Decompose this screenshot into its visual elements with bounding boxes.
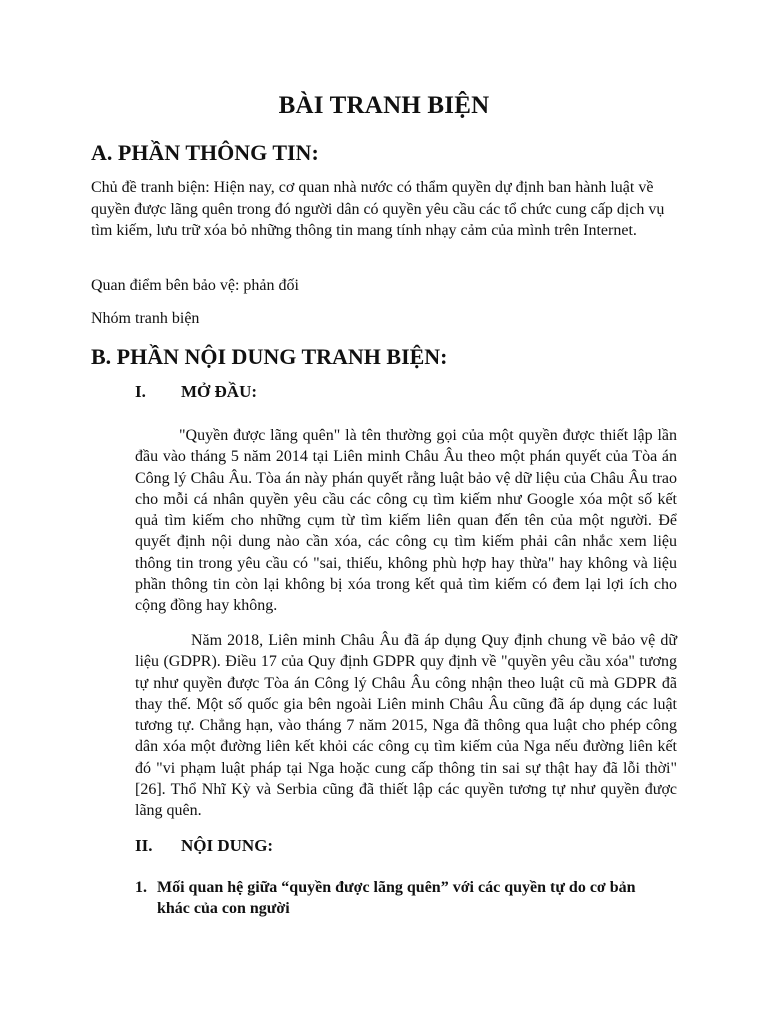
document-title: BÀI TRANH BIỆN bbox=[278, 92, 490, 119]
content-heading-number: II. bbox=[135, 836, 153, 855]
content-heading bbox=[135, 836, 273, 856]
debate-topic-paragraph: Chủ đề tranh biện: Hiện nay, cơ quan nhà nước có thẩm quyền dự định ban hành luật về quyền được lãng quên trong đó người dân có quyền yêu cầu các tổ chức cung cấp dịch vụ tìm kiếm, lưu trữ xóa bỏ những thông tin mang tính nhạy cảm của mình trên Internet. bbox=[91, 179, 665, 239]
section-a-heading: A. PHẦN THÔNG TIN: bbox=[91, 140, 319, 165]
section-b-heading: B. PHẦN NỘI DUNG TRANH BIỆN: bbox=[91, 344, 448, 369]
subsection-1-number: 1. bbox=[135, 879, 147, 896]
debate-group-paragraph: Nhóm tranh biện bbox=[91, 310, 200, 327]
subsection-1-heading bbox=[135, 877, 665, 919]
stance-paragraph: Quan điểm bên bảo vệ: phản đối bbox=[91, 277, 299, 294]
content-heading-text: NỘI DUNG: bbox=[181, 836, 274, 855]
intro-heading-text: MỞ ĐẦU: bbox=[181, 382, 258, 401]
intro-heading bbox=[135, 382, 257, 402]
intro-paragraph-1: "Quyền được lãng quên" là tên thường gọi của một quyền được thiết lập lần đầu vào tháng 5 năm 2014 tại Liên minh Châu Âu theo một phán quyết của Tòa án Công lý Châu Âu. Tòa án này phán quyết rằng luật bảo vệ dữ liệu của Châu Âu trao cho mỗi cá nhân quyền yêu cầu các công cụ tìm kiếm như Google xóa một số kết quả tìm kiếm cho những cụm từ tìm kiếm liên quan đến tên của một người. Để quyết định nội dung nào cần xóa, các công cụ tìm kiếm phải cân nhắc xem liệu thông tin trong yêu cầu có "sai, thiếu, không phù hợp hay thừa" hay không và liệu phần thông tin còn lại không bị xóa trong kết quả tìm kiếm có đem lại lợi ích cho cộng đồng hay không. bbox=[135, 427, 677, 615]
intro-paragraph-2: Năm 2018, Liên minh Châu Âu đã áp dụng Quy định chung về bảo vệ dữ liệu (GDPR). Điều 17 của Quy định GDPR quy định về "quyền yêu cầu xóa" tương tự như quyền được Tòa án Công lý Châu Âu công nhận theo luật cũ mà GDPR đã thay thế. Một số quốc gia bên ngoài Liên minh Châu Âu cũng đã áp dụng các luật tương tự. Chẳng hạn, vào tháng 7 năm 2015, Nga đã thông qua luật cho phép công dân xóa một đường liên kết khỏi các công cụ tìm kiếm của Nga nếu đường liên kết đó "vi phạm luật pháp tại Nga hoặc cung cấp thông tin sai sự thật hay đã lỗi thời" [26]. Thổ Nhĩ Kỳ và Serbia cũng đã thiết lập các quyền tương tự như quyền được lãng quên. bbox=[135, 632, 677, 820]
intro-heading-number: I. bbox=[135, 382, 146, 401]
subsection-1-text: Mối quan hệ giữa “quyền được lãng quên” với các quyền tự do cơ bản khác của con người bbox=[157, 879, 636, 917]
